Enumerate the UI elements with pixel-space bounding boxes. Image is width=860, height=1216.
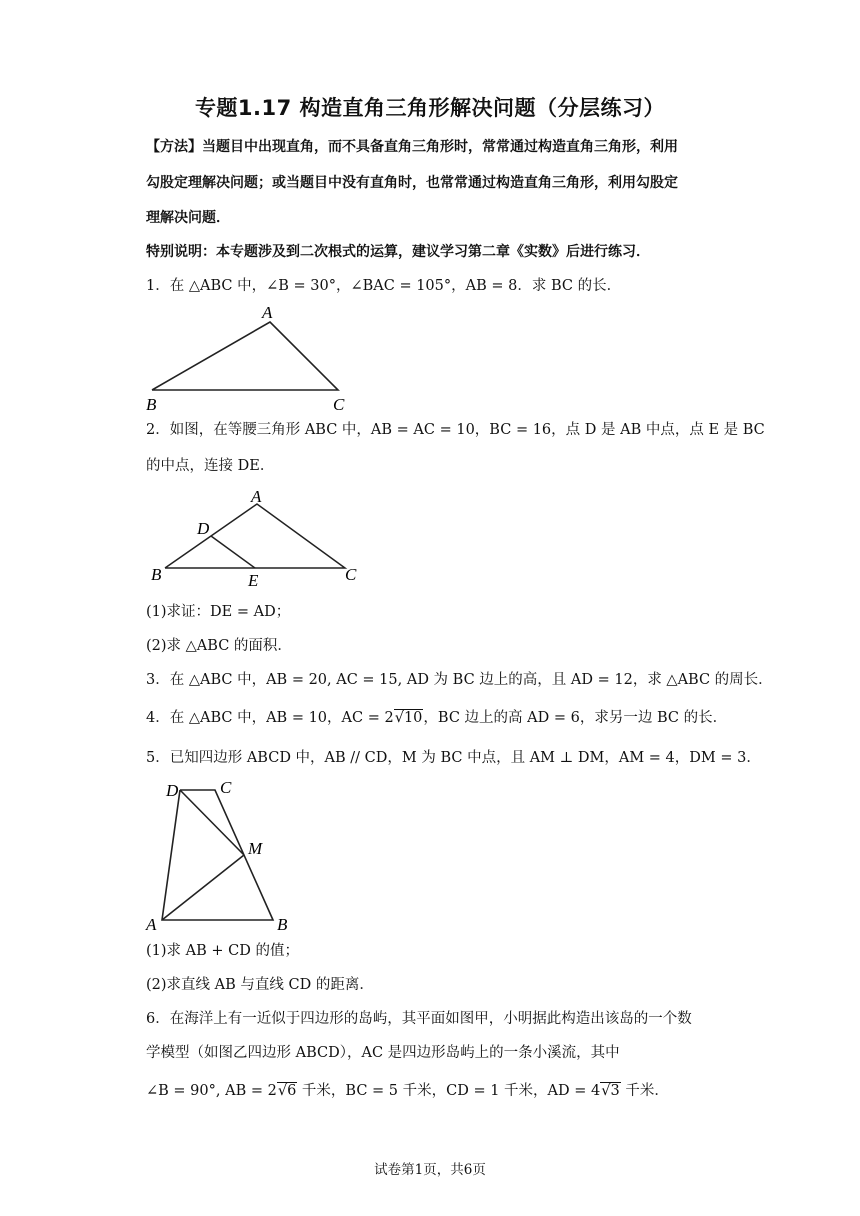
radicand-3: 3 bbox=[610, 1083, 620, 1099]
question-6-line-2: 学模型（如图乙四边形 ABCD），AC 是四边形岛屿上的一条小溪流，其中 bbox=[146, 1045, 620, 1061]
question-1: 1．在 △ABC 中，∠B = 30°，∠BAC = 105°，AB = 8．求 BC 的长． bbox=[146, 278, 622, 294]
figure-q5-quadrilateral bbox=[140, 772, 300, 937]
method-line-2: 勾股定理解决问题；或当题目中没有直角时，也常常通过构造直角三角形，利用勾股定 bbox=[146, 175, 678, 191]
label-A: A bbox=[146, 915, 157, 934]
label-B: B bbox=[277, 915, 288, 934]
sqrt-10: √10 bbox=[394, 710, 423, 726]
page-footer: 试卷第1页，共6页 bbox=[374, 1162, 486, 1178]
question-2-part-1: (1)求证：DE = AD； bbox=[146, 604, 291, 620]
special-note: 特别说明：本专题涉及到二次根式的运算，建议学习第二章《实数》后进行练习． bbox=[146, 244, 650, 260]
question-4-post: ，BC 边上的高 AD = 6，求另一边 BC 的长． bbox=[423, 710, 728, 726]
question-4-pre: 4．在 △ABC 中，AB = 10，AC = 2 bbox=[146, 710, 394, 726]
label-B: B bbox=[151, 565, 162, 584]
figure-q1-triangle bbox=[140, 300, 360, 415]
label-D: D bbox=[166, 781, 179, 800]
label-B: B bbox=[146, 395, 157, 414]
question-6-line-1: 6．在海洋上有一近似于四边形的岛屿，其平面如图甲，小明据此构造出该岛的一个数 bbox=[146, 1011, 692, 1027]
label-C: C bbox=[345, 565, 357, 584]
q6-cond-mid: 千米，BC = 5 千米，CD = 1 千米，AD = 4 bbox=[297, 1083, 601, 1099]
label-A: A bbox=[262, 303, 273, 322]
label-E: E bbox=[248, 571, 259, 590]
question-5: 5．已知四边形 ABCD 中，AB // CD，M 为 BC 中点，且 AM ⊥ DM，AM = 4，DM = 3． bbox=[146, 750, 761, 766]
radicand-10: 10 bbox=[403, 710, 423, 726]
question-6-conditions bbox=[146, 1081, 736, 1101]
question-4 bbox=[146, 708, 736, 728]
question-5-part-1: (1)求 AB + CD 的值； bbox=[146, 943, 299, 959]
question-2-line-2: 的中点，连接 DE． bbox=[146, 458, 275, 474]
label-C: C bbox=[333, 395, 345, 414]
figure-q2-triangle bbox=[145, 486, 375, 591]
sqrt-6: √6 bbox=[277, 1083, 297, 1099]
question-2-part-2: (2)求 △ABC 的面积． bbox=[146, 638, 292, 654]
method-line-3: 理解决问题． bbox=[146, 210, 230, 226]
question-2-line-1: 2．如图，在等腰三角形 ABC 中，AB = AC = 10，BC = 16，点 D 是 AB 中点，点 E 是 BC bbox=[146, 422, 765, 438]
q6-cond-post: 千米． bbox=[620, 1083, 669, 1099]
label-C: C bbox=[220, 778, 232, 797]
label-D: D bbox=[197, 519, 210, 538]
question-3: 3．在 △ABC 中，AB = 20, AC = 15, AD 为 BC 边上的高，且 AD = 12，求 △ABC 的周长． bbox=[146, 672, 773, 688]
sqrt-3: √3 bbox=[601, 1083, 620, 1099]
method-line-1: 【方法】当题目中出现直角，而不具备直角三角形时，常常通过构造直角三角形，利用 bbox=[146, 139, 678, 155]
page-title: 专题1.17 构造直角三角形解决问题（分层练习） bbox=[194, 96, 666, 120]
label-M: M bbox=[248, 839, 263, 858]
radicand-6: 6 bbox=[287, 1083, 297, 1099]
q6-cond-pre: ∠B = 90°, AB = 2 bbox=[146, 1083, 277, 1099]
label-A: A bbox=[251, 487, 262, 506]
question-5-part-2: (2)求直线 AB 与直线 CD 的距离． bbox=[146, 977, 374, 993]
